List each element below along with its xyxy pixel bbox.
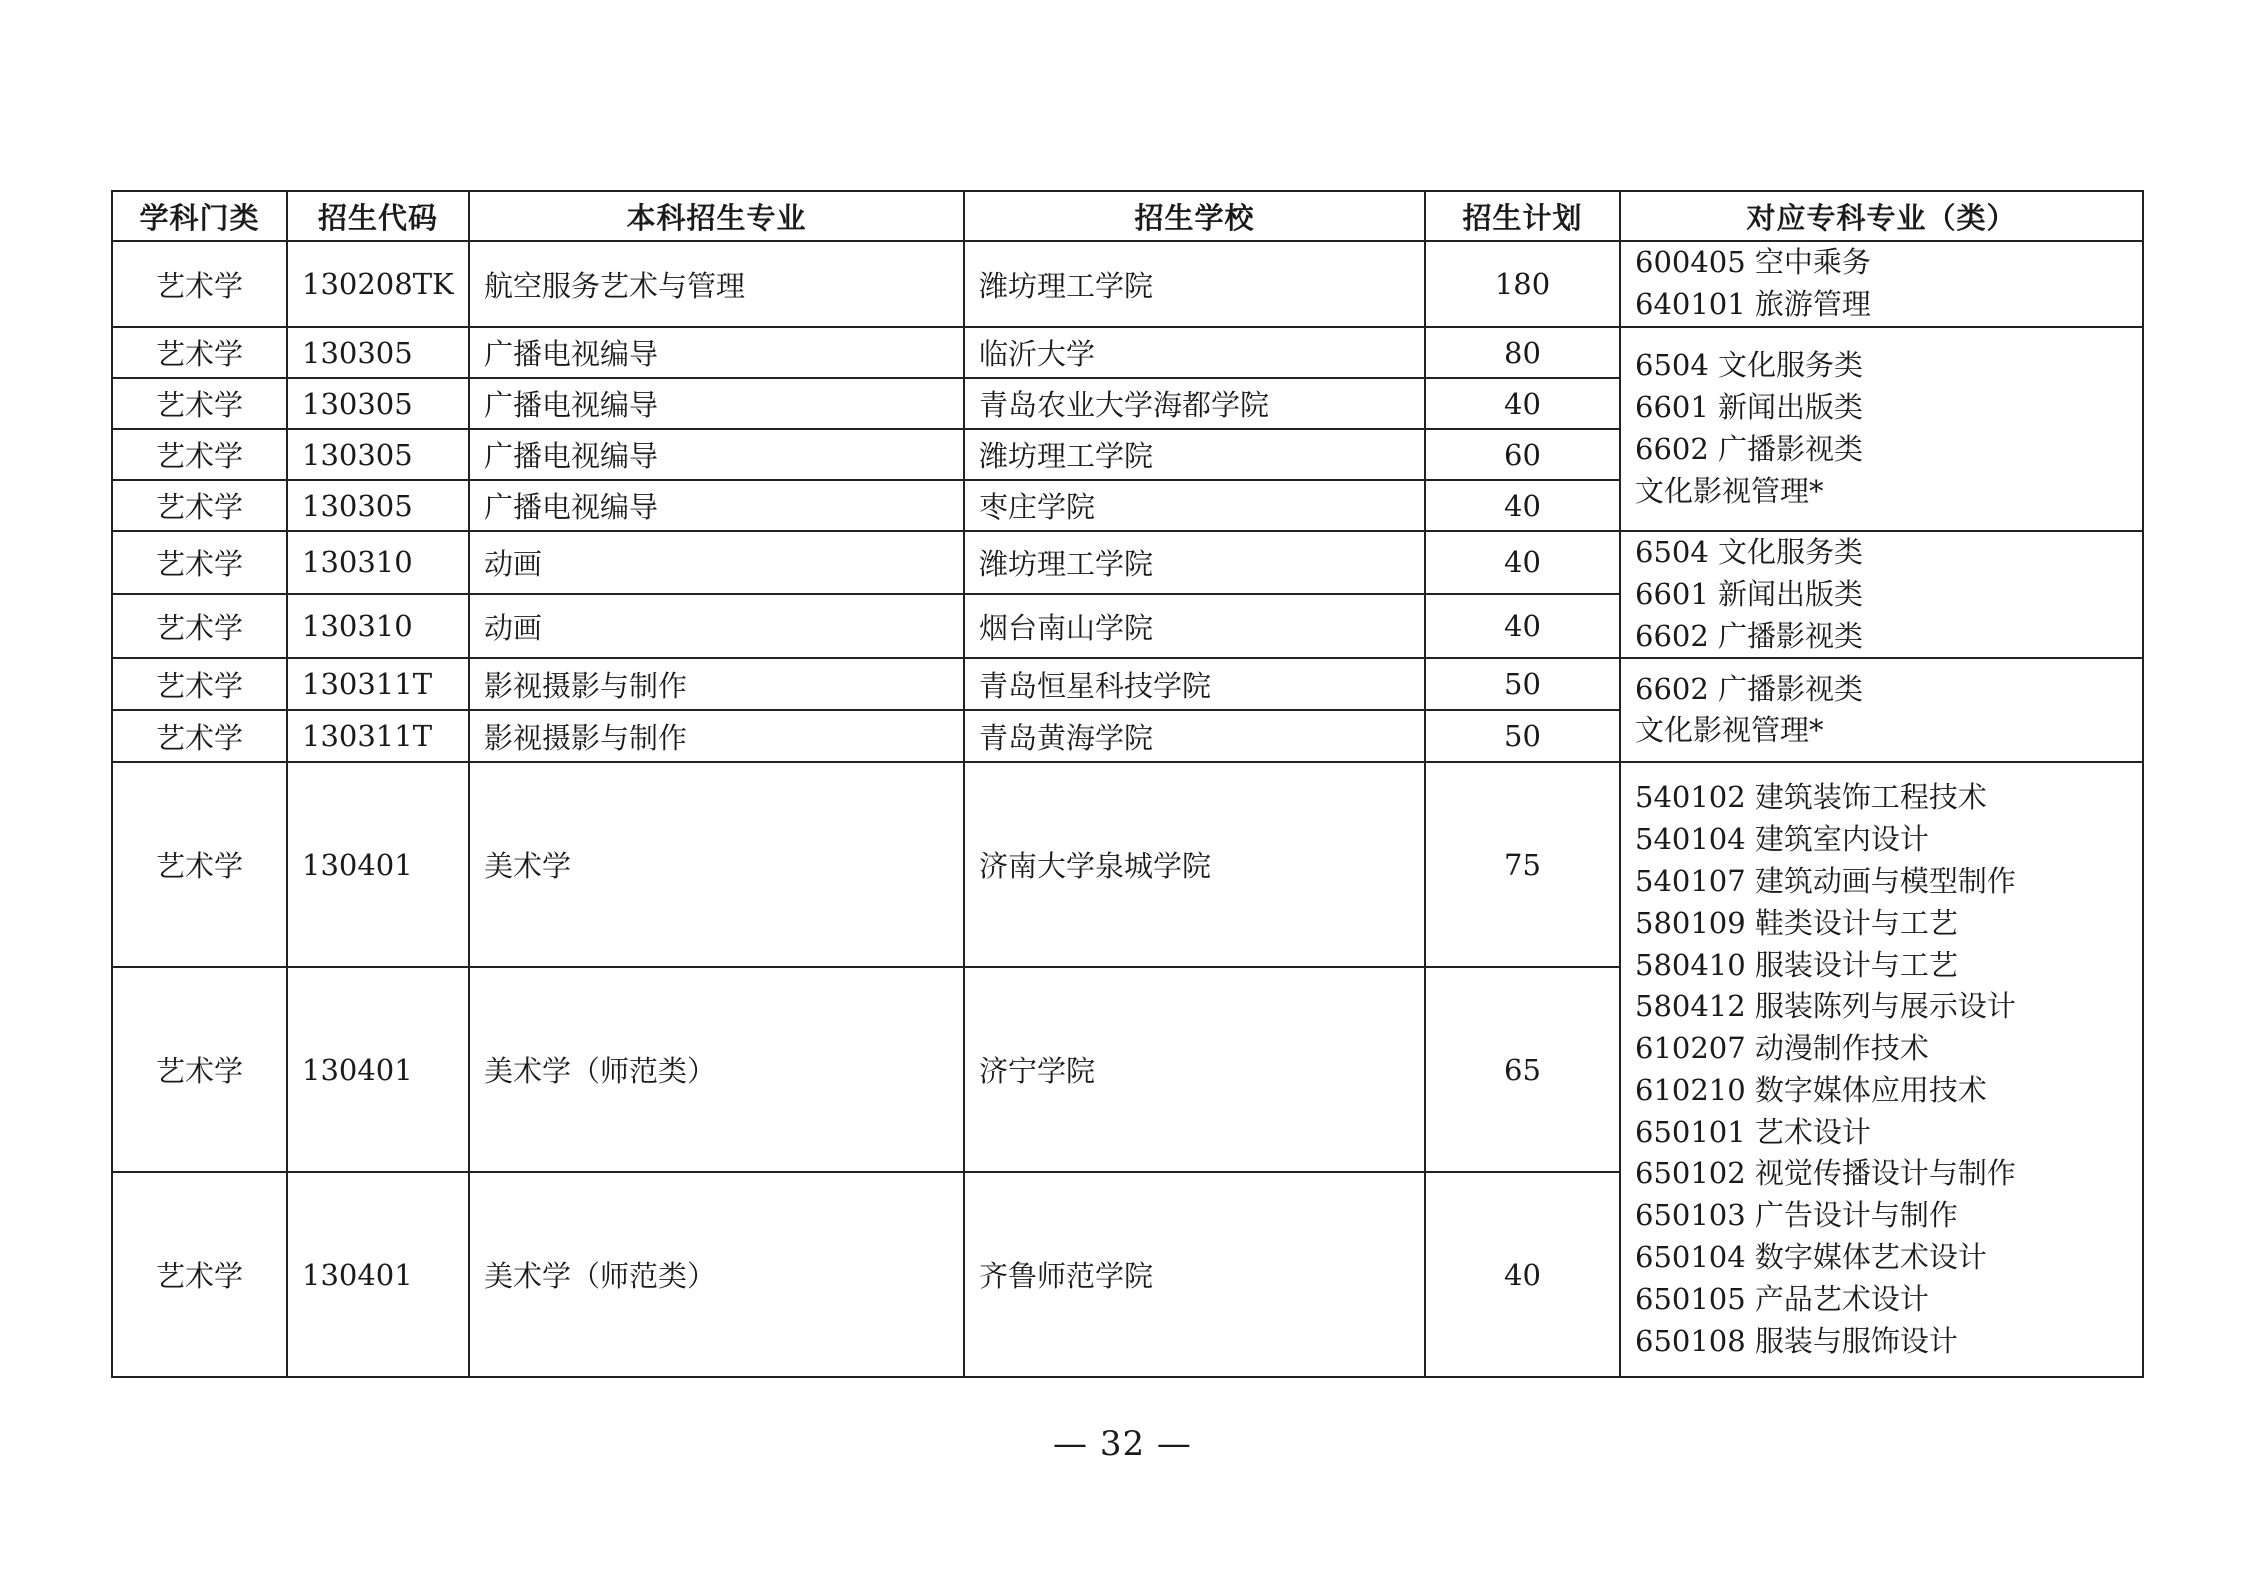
cell-category: 艺术学 — [112, 378, 287, 429]
cell-plan: 40 — [1425, 480, 1620, 531]
cell-major: 影视摄影与制作 — [469, 658, 964, 710]
related-major-line: 6602 广播影视类 — [1635, 671, 1864, 706]
cell-school: 济宁学院 — [964, 967, 1425, 1172]
cell-school: 潍坊理工学院 — [964, 241, 1425, 327]
table-row — [112, 241, 2143, 327]
related-major-line: 580410 服装设计与工艺 — [1635, 947, 1958, 982]
related-major-line: 文化影视管理* — [1635, 473, 1824, 508]
related-major-line: 650105 产品艺术设计 — [1635, 1281, 1929, 1316]
cell-school: 青岛恒星科技学院 — [964, 658, 1425, 710]
cell-plan: 180 — [1425, 241, 1620, 327]
cell-category: 艺术学 — [112, 327, 287, 378]
cell-plan: 65 — [1425, 967, 1620, 1172]
cell-code: 130305 — [287, 429, 469, 480]
cell-plan: 50 — [1425, 710, 1620, 762]
cell-code: 130311T — [287, 710, 469, 762]
cell-code: 130401 — [287, 967, 469, 1172]
related-major-line: 6601 新闻出版类 — [1635, 576, 1864, 611]
table-row — [112, 327, 2143, 378]
cell-plan: 75 — [1425, 762, 1620, 967]
cell-plan: 40 — [1425, 594, 1620, 659]
cell-plan: 50 — [1425, 658, 1620, 710]
related-major-line: 6602 广播影视类 — [1635, 432, 1864, 466]
cell-code: 130310 — [287, 594, 469, 659]
cell-major: 广播电视编导 — [469, 378, 964, 429]
cell-category: 艺术学 — [112, 967, 287, 1172]
cell-related-majors — [1620, 327, 2143, 531]
table-row — [112, 762, 2143, 967]
related-major-line: 6602 广播影视类 — [1635, 618, 1864, 653]
cell-major: 广播电视编导 — [469, 327, 964, 378]
cell-related-majors — [1620, 241, 2143, 327]
header-related-majors: 对应专科专业（类） — [1620, 191, 2143, 241]
cell-code: 130208TK — [287, 241, 469, 327]
cell-code: 130305 — [287, 480, 469, 531]
cell-school: 临沂大学 — [964, 327, 1425, 378]
related-major-line: 540107 建筑动画与模型制作 — [1635, 863, 2016, 898]
header-major: 本科招生专业 — [469, 191, 964, 241]
cell-major: 广播电视编导 — [469, 480, 964, 531]
cell-school: 青岛农业大学海都学院 — [964, 378, 1425, 429]
cell-related-majors — [1620, 762, 2143, 1377]
cell-plan: 40 — [1425, 1172, 1620, 1377]
cell-major: 航空服务艺术与管理 — [469, 241, 964, 327]
related-major-line: 650102 视觉传播设计与制作 — [1635, 1156, 2016, 1191]
cell-major: 动画 — [469, 594, 964, 659]
cell-plan: 80 — [1425, 327, 1620, 378]
cell-major: 美术学（师范类） — [469, 967, 964, 1172]
cell-category: 艺术学 — [112, 1172, 287, 1377]
cell-major: 美术学（师范类） — [469, 1172, 964, 1377]
cell-category: 艺术学 — [112, 531, 287, 594]
cell-code: 130311T — [287, 658, 469, 710]
cell-code: 130310 — [287, 531, 469, 594]
table-row — [112, 658, 2143, 710]
cell-major: 美术学 — [469, 762, 964, 967]
related-major-line: 580109 鞋类设计与工艺 — [1635, 905, 1958, 940]
page-number: — 32 — — [1053, 1424, 1192, 1464]
cell-plan: 40 — [1425, 378, 1620, 429]
related-major-line: 640101 旅游管理 — [1635, 287, 1871, 321]
cell-category: 艺术学 — [112, 594, 287, 659]
cell-school: 潍坊理工学院 — [964, 531, 1425, 594]
cell-category: 艺术学 — [112, 429, 287, 480]
cell-category: 艺术学 — [112, 710, 287, 762]
cell-school: 烟台南山学院 — [964, 594, 1425, 659]
related-major-line: 6504 文化服务类 — [1635, 535, 1864, 569]
cell-school: 济南大学泉城学院 — [964, 762, 1425, 967]
header-school: 招生学校 — [964, 191, 1425, 241]
related-major-line: 650108 服装与服饰设计 — [1635, 1323, 1958, 1358]
cell-category: 艺术学 — [112, 241, 287, 327]
cell-related-majors — [1620, 531, 2143, 658]
related-major-line: 650101 艺术设计 — [1635, 1114, 1871, 1149]
related-major-line: 文化影视管理* — [1635, 713, 1824, 748]
cell-major: 广播电视编导 — [469, 429, 964, 480]
cell-school: 齐鲁师范学院 — [964, 1172, 1425, 1377]
header-plan: 招生计划 — [1425, 191, 1620, 241]
table-row — [112, 531, 2143, 594]
cell-code: 130401 — [287, 762, 469, 967]
cell-category: 艺术学 — [112, 762, 287, 967]
related-major-line: 540102 建筑装饰工程技术 — [1635, 780, 1987, 815]
cell-major: 动画 — [469, 531, 964, 594]
cell-related-majors — [1620, 658, 2143, 762]
cell-category: 艺术学 — [112, 480, 287, 531]
cell-plan: 60 — [1425, 429, 1620, 480]
related-major-line: 610207 动漫制作技术 — [1635, 1031, 1929, 1066]
related-major-line: 650104 数字媒体艺术设计 — [1635, 1240, 1987, 1275]
cell-code: 130305 — [287, 327, 469, 378]
related-major-line: 6601 新闻出版类 — [1635, 390, 1864, 425]
related-major-line: 6504 文化服务类 — [1635, 348, 1864, 383]
table-header-row — [112, 191, 2143, 241]
cell-school: 潍坊理工学院 — [964, 429, 1425, 480]
cell-major: 影视摄影与制作 — [469, 710, 964, 762]
cell-plan: 40 — [1425, 531, 1620, 594]
related-major-line: 610210 数字媒体应用技术 — [1635, 1072, 1987, 1107]
related-major-line: 580412 服装陈列与展示设计 — [1635, 989, 2016, 1024]
related-major-line: 540104 建筑室内设计 — [1635, 822, 1929, 857]
related-major-line: 650103 广告设计与制作 — [1635, 1198, 1958, 1233]
enrollment-table — [111, 190, 2144, 1378]
cell-code: 130305 — [287, 378, 469, 429]
related-major-line: 600405 空中乘务 — [1635, 245, 1871, 280]
header-code: 招生代码 — [287, 191, 469, 241]
cell-school: 枣庄学院 — [964, 480, 1425, 531]
cell-school: 青岛黄海学院 — [964, 710, 1425, 762]
cell-code: 130401 — [287, 1172, 469, 1377]
cell-category: 艺术学 — [112, 658, 287, 710]
header-category: 学科门类 — [112, 191, 287, 241]
